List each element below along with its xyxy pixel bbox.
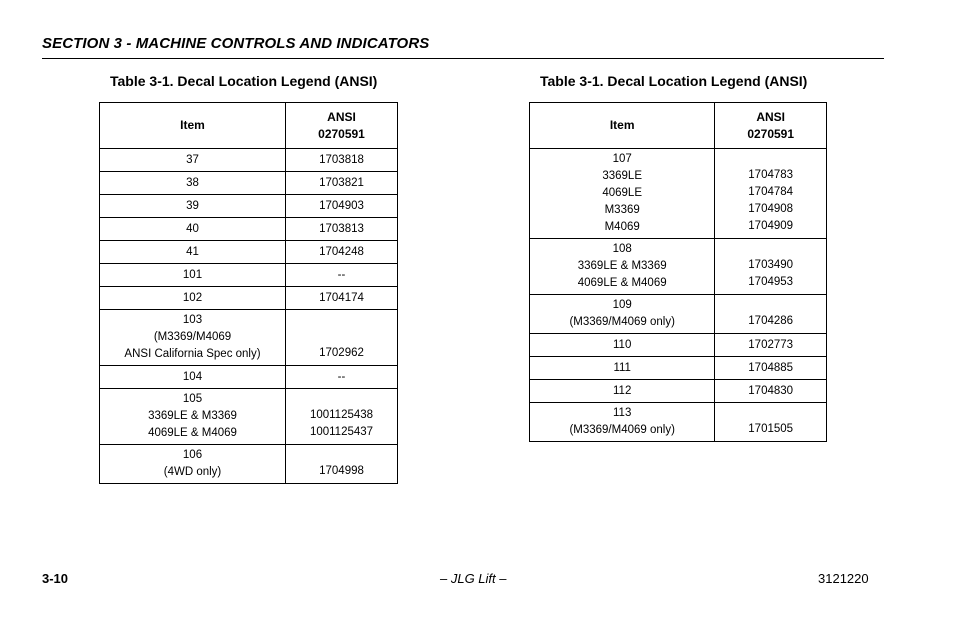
item-cell (530, 295, 715, 334)
ansi-cell (715, 403, 827, 442)
ansi-part-number: 1703821 (319, 176, 364, 189)
item-cell (530, 334, 715, 357)
ansi-cell (715, 239, 827, 295)
ansi-part-number: -- (337, 268, 346, 281)
table-row (530, 295, 827, 334)
table-row (100, 264, 398, 287)
column-header-ansi (715, 103, 827, 149)
item-number: 39 (186, 199, 199, 212)
item-note: 4069LE & M4069 (148, 427, 237, 439)
section-title: SECTION 3 - MACHINE CONTROLS AND INDICATORS (42, 35, 430, 52)
item-note: 3369LE & M3369 (577, 260, 667, 272)
ansi-part-number: 1701505 (748, 423, 794, 435)
table-title-left: Table 3-1. Decal Location Legend (ANSI) (110, 73, 378, 89)
ansi-part-number: 1704903 (319, 199, 364, 212)
item-note: ANSI California Spec only) (124, 348, 261, 360)
ansi-cell (715, 357, 827, 380)
item-number: 108 (612, 243, 632, 255)
ansi-part-number: 1703490 (748, 259, 794, 271)
table-row (100, 287, 398, 310)
item-cell (530, 149, 715, 239)
item-note: (M3369/M4069 (153, 331, 232, 343)
item-note: (4WD only) (163, 466, 222, 478)
table-row (100, 366, 398, 389)
item-note: 4069LE (602, 187, 642, 199)
page-number: 3-10 (42, 571, 69, 586)
ansi-part-number: 1001125437 (309, 426, 374, 438)
ansi-part-number: 1704783 (748, 169, 794, 181)
column-header-ansi-label: ANSI (756, 109, 786, 124)
ansi-part-number: 1704953 (748, 276, 794, 288)
ansi-cell (286, 172, 398, 195)
table-title-right: Table 3-1. Decal Location Legend (ANSI) (540, 73, 808, 89)
item-cell (100, 389, 286, 445)
table-row (100, 195, 398, 218)
item-cell (100, 195, 286, 218)
ansi-part-number: 1704830 (748, 384, 794, 397)
item-cell (100, 264, 286, 287)
ansi-part-number: -- (337, 370, 346, 383)
item-cell (100, 310, 286, 366)
ansi-part-number: 1704286 (748, 315, 794, 327)
header-divider (42, 58, 884, 59)
table-row (100, 172, 398, 195)
ansi-cell (286, 241, 398, 264)
item-cell (100, 366, 286, 389)
ansi-part-number: 1702962 (319, 347, 364, 359)
ansi-part-number: 1704909 (748, 220, 794, 232)
item-number: 40 (186, 222, 199, 235)
item-number: 107 (612, 153, 632, 165)
item-number: 41 (186, 245, 199, 258)
column-header-item: Item (530, 103, 715, 149)
item-cell (100, 287, 286, 310)
table-row (100, 149, 398, 172)
item-cell (100, 241, 286, 264)
item-number: 110 (613, 338, 632, 351)
item-number: 102 (182, 291, 203, 304)
item-cell (530, 239, 715, 295)
table-row (530, 380, 827, 403)
ansi-cell (715, 380, 827, 403)
item-note: 4069LE & M4069 (577, 277, 667, 289)
item-number: 101 (182, 268, 203, 281)
column-header-ansi-number: 0270591 (318, 126, 365, 141)
item-number: 113 (613, 407, 632, 419)
item-note: 3369LE (602, 170, 642, 182)
column-header-ansi-label: ANSI (327, 109, 356, 124)
table-row (100, 310, 398, 366)
table-header-row (530, 103, 827, 149)
item-number: 38 (186, 176, 199, 189)
ansi-part-number: 1703813 (319, 222, 364, 235)
ansi-part-number: 1704908 (748, 203, 794, 215)
item-cell (100, 149, 286, 172)
column-header-ansi-number: 0270591 (747, 126, 795, 141)
ansi-cell (286, 445, 398, 484)
document-number: 3121220 (818, 571, 869, 586)
table-row (100, 445, 398, 484)
table-row (530, 403, 827, 442)
ansi-part-number: 1703818 (319, 153, 364, 166)
item-number: 105 (182, 393, 203, 405)
ansi-part-number: 1001125438 (309, 409, 374, 421)
ansi-cell (286, 264, 398, 287)
ansi-cell (286, 195, 398, 218)
item-cell (100, 172, 286, 195)
ansi-cell (286, 149, 398, 172)
item-cell (530, 380, 715, 403)
table-row (530, 149, 827, 239)
table-row (530, 334, 827, 357)
ansi-cell (286, 218, 398, 241)
table-row (100, 218, 398, 241)
ansi-cell (715, 149, 827, 239)
decal-legend-table-left (99, 102, 398, 484)
item-number: 109 (612, 299, 632, 311)
footer-brand: – JLG Lift – (440, 571, 507, 586)
decal-legend-table-right (529, 102, 827, 442)
item-note: (M3369/M4069 only) (569, 424, 675, 436)
item-cell (100, 445, 286, 484)
item-number: 111 (613, 361, 631, 374)
item-number: 104 (182, 370, 203, 383)
item-cell (100, 218, 286, 241)
column-header-ansi (286, 103, 398, 149)
item-number: 112 (613, 384, 632, 397)
ansi-part-number: 1704885 (748, 361, 794, 374)
item-number: 103 (182, 314, 203, 326)
item-cell (530, 357, 715, 380)
ansi-part-number: 1702773 (748, 338, 794, 351)
ansi-cell (715, 295, 827, 334)
item-cell (530, 403, 715, 442)
ansi-part-number: 1704248 (319, 245, 364, 258)
item-note: (M3369/M4069 only) (569, 316, 675, 328)
ansi-part-number: 1704784 (748, 186, 794, 198)
ansi-cell (286, 389, 398, 445)
table-row (100, 389, 398, 445)
ansi-part-number: 1704998 (319, 465, 364, 477)
item-number: 106 (182, 449, 203, 461)
table-header-row (100, 103, 398, 149)
item-note: M3369 (604, 204, 640, 216)
ansi-cell (286, 287, 398, 310)
table-row (100, 241, 398, 264)
table-row (530, 357, 827, 380)
ansi-cell (286, 366, 398, 389)
ansi-cell (286, 310, 398, 366)
item-number: 37 (186, 153, 199, 166)
item-note: 3369LE & M3369 (148, 410, 237, 422)
table-row (530, 239, 827, 295)
ansi-part-number: 1704174 (319, 291, 364, 304)
ansi-cell (715, 334, 827, 357)
column-header-item: Item (100, 103, 286, 149)
item-note: M4069 (604, 221, 640, 233)
